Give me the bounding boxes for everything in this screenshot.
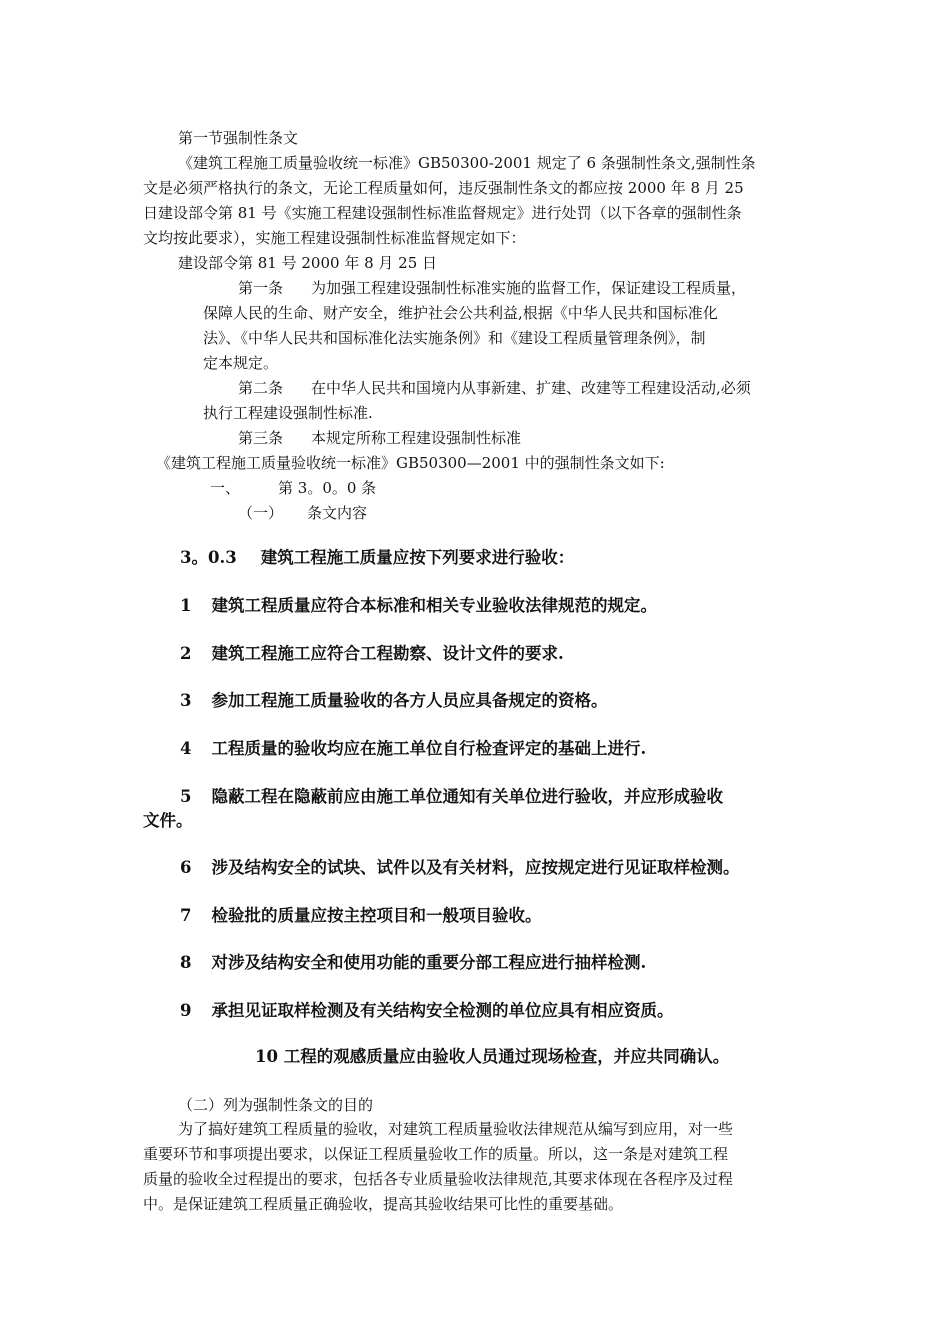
requirement-item: [180, 785, 723, 809]
article-1-label: 第一条: [238, 279, 284, 297]
article-2-line-1: [238, 377, 751, 399]
requirement-text: 隐蔽工程在隐蔽前应由施工单位通知有关单位进行验收，并应形成验收: [211, 787, 723, 806]
intro-line-2: 文是必须严格执行的条文，无论工程质量如何，违反强制性条文的都应按 2000 年 8 月 25: [143, 179, 744, 197]
article-1-line-4: 定本规定。: [203, 354, 279, 372]
requirement-number: 2: [180, 644, 192, 663]
intro-line-3: 日建设部令第 81 号《实施工程建设强制性标准监督规定》进行处罚（以下各章的强制性条: [143, 204, 742, 222]
requirement-item: [180, 999, 673, 1023]
requirement-item: [180, 856, 739, 880]
requirement-text: 建筑工程施工应符合工程勘察、设计文件的要求.: [211, 644, 564, 663]
article-2-label: 第二条: [238, 379, 284, 397]
requirement-number: 5: [180, 787, 192, 806]
requirement-text: 参加工程施工质量验收的各方人员应具备规定的资格。: [211, 691, 608, 710]
requirement-text: 工程质量的验收均应在施工单位自行检查评定的基础上进行.: [211, 739, 647, 758]
requirement-continuation: 文件。: [143, 811, 193, 830]
requirement-text: 建筑工程质量应符合本标准和相关专业验收法律规范的规定。: [211, 596, 657, 615]
article-3-text: 本规定所称工程建设强制性标准: [311, 429, 522, 447]
section-title: 第一节强制性条文: [178, 129, 299, 147]
clause-heading: [180, 546, 574, 570]
clause-text: 建筑工程施工质量应按下列要求进行验收：: [260, 548, 575, 567]
requirement-number: 9: [180, 1001, 192, 1020]
requirement-item: [180, 594, 657, 618]
requirement-text: 检验批的质量应按主控项目和一般项目验收。: [211, 906, 542, 925]
intro-line-1: 《建筑工程施工质量验收统一标准》GB50300-2001 规定了 6 条强制性条文,强制性条: [178, 154, 756, 172]
requirement-text: 对涉及结构安全和使用功能的重要分部工程应进行抽样检测.: [211, 953, 647, 972]
requirement-number: 7: [180, 906, 192, 925]
requirement-number: 8: [180, 953, 192, 972]
standard-line: 《建筑工程施工质量验收统一标准》GB50300—2001 中的强制性条文如下:: [156, 454, 665, 472]
item-one-number: 一、: [210, 479, 241, 497]
article-2-text: 在中华人民共和国境内从事新建、扩建、改建等工程建设活动,必须: [311, 379, 751, 397]
requirement-item: [180, 904, 541, 928]
sub-one: [238, 502, 367, 524]
requirement-number: 3: [180, 691, 192, 710]
article-3-line-1: [238, 427, 521, 449]
article-1-text: 为加强工程建设强制性标准实施的监督工作，保证建设工程质量，: [311, 279, 747, 297]
sub-two-heading: （二）列为强制性条文的目的: [178, 1096, 374, 1114]
item-one-text: 第 3。0。0 条: [278, 479, 377, 497]
requirement-item: [180, 951, 646, 975]
article-3-label: 第三条: [238, 429, 284, 447]
article-2-line-2: 执行工程建设强制性标准.: [203, 404, 373, 422]
sub-one-text: 条文内容: [307, 504, 368, 522]
article-1-line-3: 法》、《中华人民共和国标准化法实施条例》和《建设工程质量管理条例》，制: [203, 329, 706, 347]
requirement-number: 4: [180, 739, 192, 758]
requirement-number: 6: [180, 858, 192, 877]
requirement-text: 涉及结构安全的试块、试件以及有关材料，应按规定进行见证取样检测。: [211, 858, 740, 877]
purpose-line-1: 为了搞好建筑工程质量的验收，对建筑工程质量验收法律规范从编写到应用，对一些: [178, 1120, 734, 1138]
purpose-line-2: 重要环节和事项提出要求，以保证工程质量验收工作的质量。所以，这一条是对建筑工程: [143, 1145, 729, 1163]
requirement-item: [180, 642, 564, 666]
requirement-10: 10 工程的观感质量应由验收人员通过现场检查，并应共同确认。: [255, 1047, 730, 1066]
requirement-number: 1: [180, 596, 192, 615]
article-1-line-1: [238, 277, 746, 299]
article-1-line-2: 保障人民的生命、财产安全，维护社会公共利益,根据《中华人民共和国标准化: [203, 304, 718, 322]
clause-number: 3。0.3: [180, 548, 237, 567]
requirement-text: 承担见证取样检测及有关结构安全检测的单位应具有相应资质。: [211, 1001, 674, 1020]
purpose-line-4: 中。是保证建筑工程质量正确验收，提高其验收结果可比性的重要基础。: [143, 1195, 624, 1213]
requirement-item: [180, 689, 607, 713]
purpose-line-3: 质量的验收全过程提出的要求，包括各专业质量验收法律规范,其要求体现在各程序及过程: [143, 1170, 733, 1188]
requirement-item: [180, 737, 646, 761]
sub-one-number: （一）: [238, 504, 284, 522]
decree-line: 建设部令第 81 号 2000 年 8 月 25 日: [178, 254, 438, 272]
item-one: [210, 477, 376, 499]
intro-line-4: 文均按此要求），实施工程建设强制性标准监督规定如下：: [143, 229, 526, 247]
